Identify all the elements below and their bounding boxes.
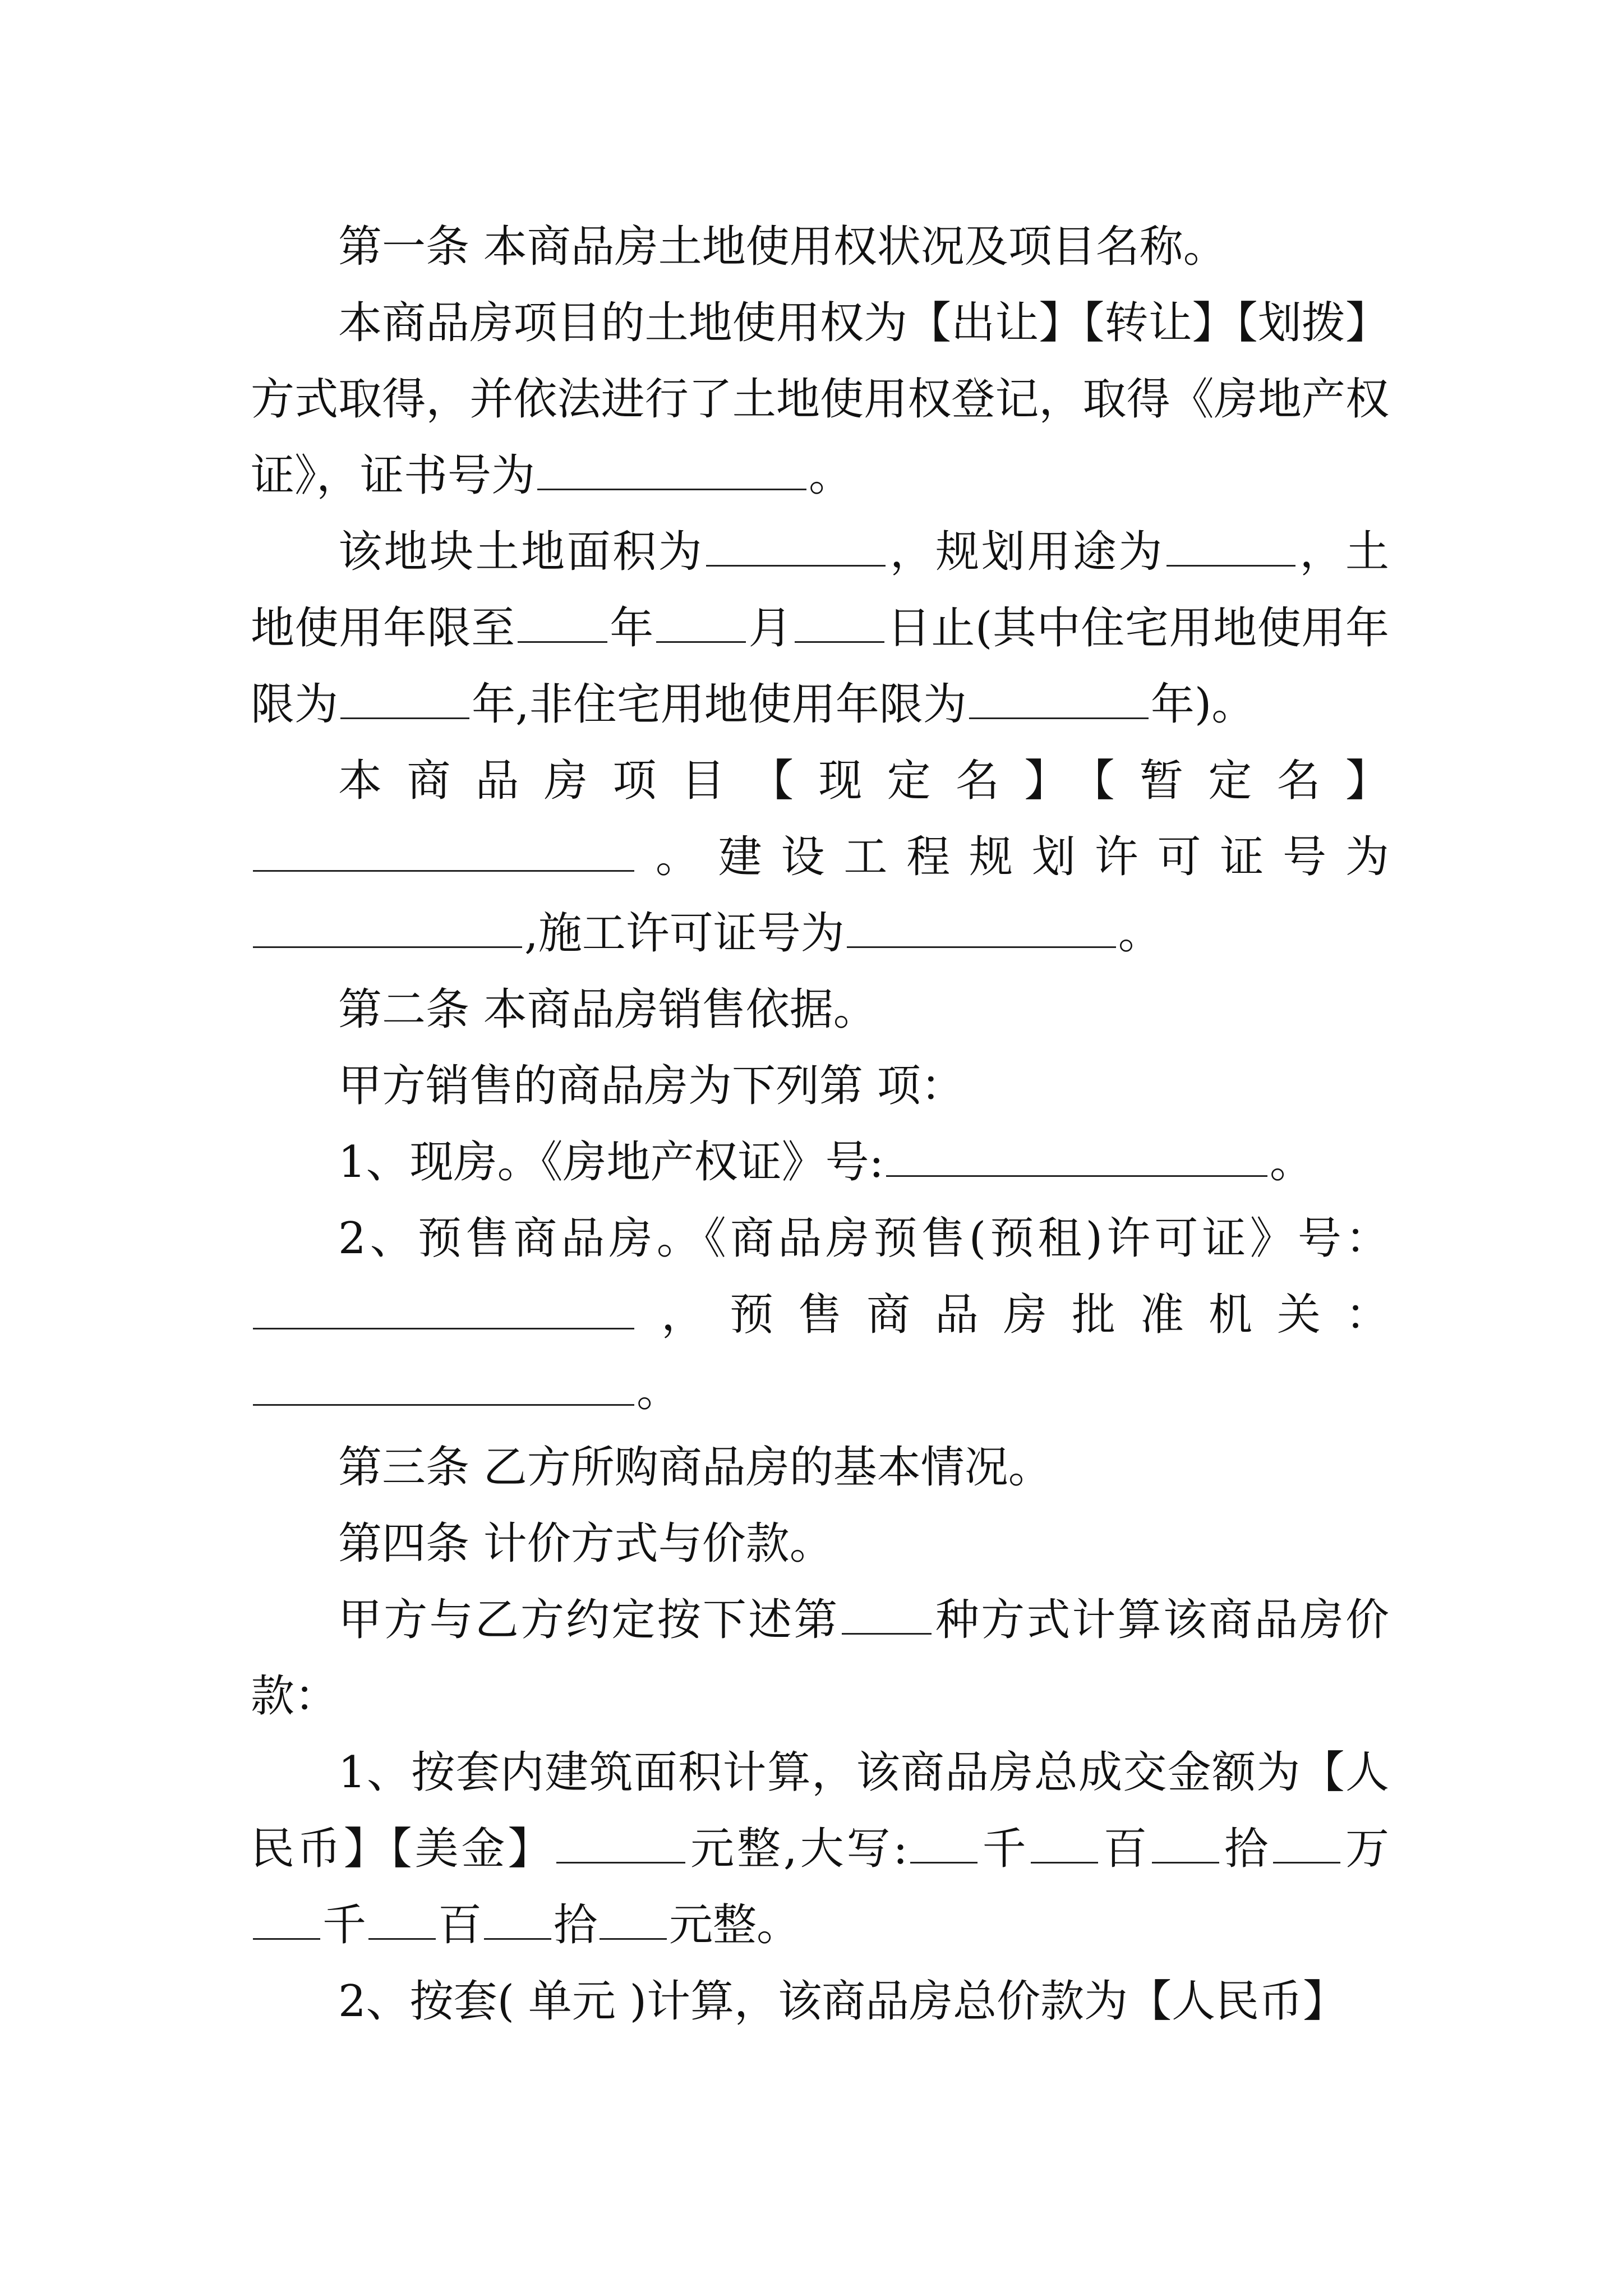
certificate-number-blank[interactable]	[537, 452, 806, 490]
land-area-blank[interactable]	[706, 528, 886, 567]
article-2-intro-text: 甲方销售的商品房为下列第 项：	[338, 1061, 965, 1111]
planning-permit-blank[interactable]	[253, 909, 522, 948]
approval-authority-blank[interactable]	[253, 1367, 634, 1406]
non-residential-term-blank[interactable]	[969, 680, 1149, 719]
year-label: 年	[609, 603, 654, 654]
amount-shi2-blank[interactable]	[484, 1901, 551, 1940]
unit-yuan: 元整。	[669, 1900, 801, 1950]
land-area-label: 该地块土地面积为	[338, 527, 704, 577]
amount-shi-blank[interactable]	[1152, 1825, 1219, 1864]
pricing-method-blank[interactable]	[842, 1596, 932, 1635]
article-2-item-2	[251, 1200, 1389, 1429]
unit-bai: 百	[1100, 1824, 1150, 1874]
planned-use-blank[interactable]	[1166, 528, 1295, 567]
unit-shi: 拾	[1221, 1824, 1271, 1874]
article-2-item-1	[251, 1124, 1389, 1200]
non-residential-term-end: 年)。	[1150, 679, 1256, 730]
unit-qian: 千	[979, 1824, 1029, 1874]
amount-bai-blank[interactable]	[1031, 1825, 1098, 1864]
term-day-blank[interactable]	[795, 604, 884, 643]
unit-shi-2: 拾	[554, 1900, 598, 1950]
project-name-label: 本商品房项目【现定名】【暂定名】	[338, 756, 1389, 806]
residential-term-blank[interactable]	[340, 680, 469, 719]
pricing-method-end: 种方式计算该商品房价款：	[251, 1595, 1389, 1722]
article-3-title-text: 第三条 乙方所购商品房的基本情况。	[338, 1442, 1052, 1493]
article-1-land-end: 。	[809, 450, 853, 501]
article-2-intro	[251, 1048, 1389, 1124]
planned-use-label: ，规划用途为	[888, 527, 1164, 577]
article-4-intro	[251, 1582, 1389, 1734]
article-2-title-text: 第二条 本商品房销售依据。	[338, 984, 877, 1035]
unit-wan: 万	[1343, 1824, 1389, 1874]
existing-house-end: 。	[1269, 1137, 1313, 1188]
presale-permit-label: 2、预售商品房。《商品房预售(预租)许可证》号：	[338, 1213, 1389, 1264]
article-4-title	[251, 1506, 1389, 1582]
total-amount-label: 1、按套内建筑面积计算，该商品房总成交金额为【人民币】【美金】	[251, 1747, 1389, 1874]
article-1-project-paragraph	[251, 743, 1389, 972]
term-year-blank[interactable]	[518, 604, 607, 643]
amount-in-words-label: 元整,大写:	[688, 1824, 908, 1874]
total-amount-blank[interactable]	[556, 1825, 685, 1864]
amount-qian2-blank[interactable]	[253, 1901, 320, 1940]
article-4-item-2	[251, 1963, 1389, 2040]
property-certificate-blank[interactable]	[886, 1138, 1267, 1177]
article-1-title-text: 第一条 本商品房土地使用权状况及项目名称。	[338, 222, 1227, 272]
approval-authority-label: ，预售商品房批准机关：	[637, 1290, 1389, 1340]
unit-qian-2: 千	[322, 1900, 367, 1950]
article-1-area-paragraph	[251, 514, 1389, 743]
existing-house-label: 1、现房。《房地产权证》号:	[338, 1137, 884, 1188]
article-1-land-paragraph	[251, 285, 1389, 514]
pricing-method-label: 甲方与乙方约定按下述第	[338, 1595, 840, 1645]
month-label: 月	[748, 603, 793, 654]
amount-qian-blank[interactable]	[910, 1825, 978, 1864]
document-body	[251, 209, 1389, 2040]
amount-wan-blank[interactable]	[1273, 1825, 1340, 1864]
article-4-item-1	[251, 1734, 1389, 1963]
amount-yuan-blank[interactable]	[600, 1901, 667, 1940]
amount-bai2-blank[interactable]	[368, 1901, 436, 1940]
article-4-title-text: 第四条 计价方式与价款。	[338, 1519, 833, 1569]
project-name-blank[interactable]	[253, 833, 634, 872]
land-term-label: ，土地使用年限至	[251, 527, 1389, 654]
construction-permit-blank[interactable]	[847, 909, 1116, 948]
approval-authority-end: 。	[637, 1366, 681, 1416]
residential-term-label: 日止(其中住宅用地使用年限为	[251, 603, 1389, 730]
construction-permit-label: ,施工许可证号为	[524, 908, 845, 959]
article-2-title	[251, 972, 1389, 1048]
planning-permit-label: 。建设工程规划许可证号为	[637, 832, 1389, 882]
article-1-land-text: 本商品房项目的土地使用权为【出让】【转让】【划拨】方式取得，并依法进行了土地使用权登记，取得《房地产权证》，证书号为	[251, 298, 1389, 501]
unit-bai-2: 百	[438, 1900, 482, 1950]
article-3-title	[251, 1429, 1389, 1506]
construction-permit-end: 。	[1118, 908, 1162, 959]
article-1-title	[251, 209, 1389, 285]
term-month-blank[interactable]	[656, 604, 746, 643]
presale-permit-blank[interactable]	[253, 1291, 634, 1329]
per-unit-pricing-text: 2、按套( 单元 )计算，该商品房总价款为【人民币】	[338, 1976, 1347, 2027]
non-residential-term-label: 年,非住宅用地使用年限为	[472, 679, 967, 730]
